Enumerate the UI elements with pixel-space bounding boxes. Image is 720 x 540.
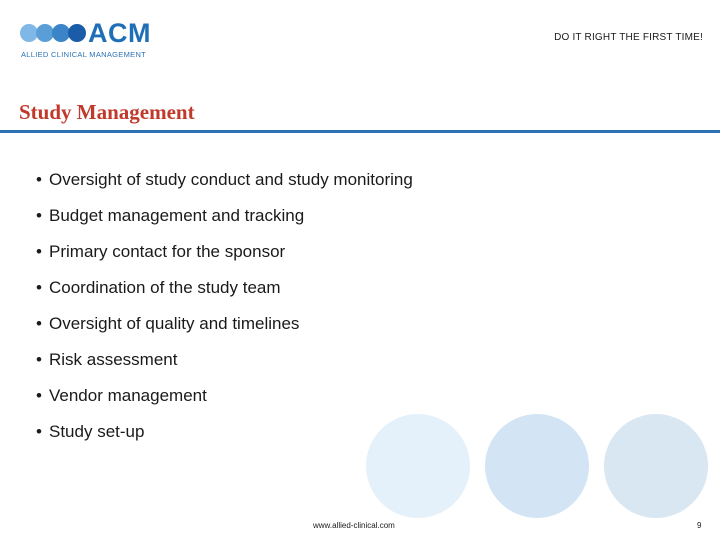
bullet-text: Primary contact for the sponsor — [49, 242, 286, 261]
bullet-dot: • — [36, 350, 42, 369]
bullet-item — [36, 314, 413, 350]
bullet-text: Oversight of quality and timelines — [49, 314, 300, 333]
bullet-item — [36, 206, 413, 242]
acm-logo — [20, 20, 160, 64]
bullet-list — [36, 170, 413, 458]
bullet-item — [36, 386, 413, 422]
title-divider — [0, 130, 720, 133]
bullet-item — [36, 242, 413, 278]
bullet-text: Budget management and tracking — [49, 206, 305, 225]
footer-url: www.allied-clinical.com — [313, 521, 395, 530]
bullet-text: Vendor management — [49, 386, 207, 405]
decorative-circle-2 — [485, 414, 589, 518]
bullet-item — [36, 422, 413, 458]
bullet-dot: • — [36, 314, 42, 333]
bullet-text: Study set-up — [49, 422, 145, 441]
bullet-text: Risk assessment — [49, 350, 178, 369]
bullet-text: Oversight of study conduct and study monitoring — [49, 170, 413, 189]
logo-wordmark: ACM — [88, 18, 151, 48]
bullet-dot: • — [36, 278, 42, 297]
bullet-dot: • — [36, 422, 42, 441]
logo-dot-4 — [68, 24, 86, 42]
page-number: 9 — [697, 521, 702, 530]
decorative-circle-3 — [604, 414, 708, 518]
tagline: DO IT RIGHT THE FIRST TIME! — [554, 32, 703, 43]
bullet-dot: • — [36, 206, 42, 225]
bullet-item — [36, 170, 413, 206]
bullet-dot: • — [36, 170, 42, 189]
logo-subtitle: ALLIED CLINICAL MANAGEMENT — [21, 50, 147, 59]
bullet-item — [36, 278, 413, 314]
bullet-item — [36, 350, 413, 386]
bullet-text: Coordination of the study team — [49, 278, 281, 297]
bullet-dot: • — [36, 386, 42, 405]
bullet-dot: • — [36, 242, 42, 261]
slide-title: Study Management — [19, 100, 195, 124]
decorative-circle-1 — [366, 414, 470, 518]
